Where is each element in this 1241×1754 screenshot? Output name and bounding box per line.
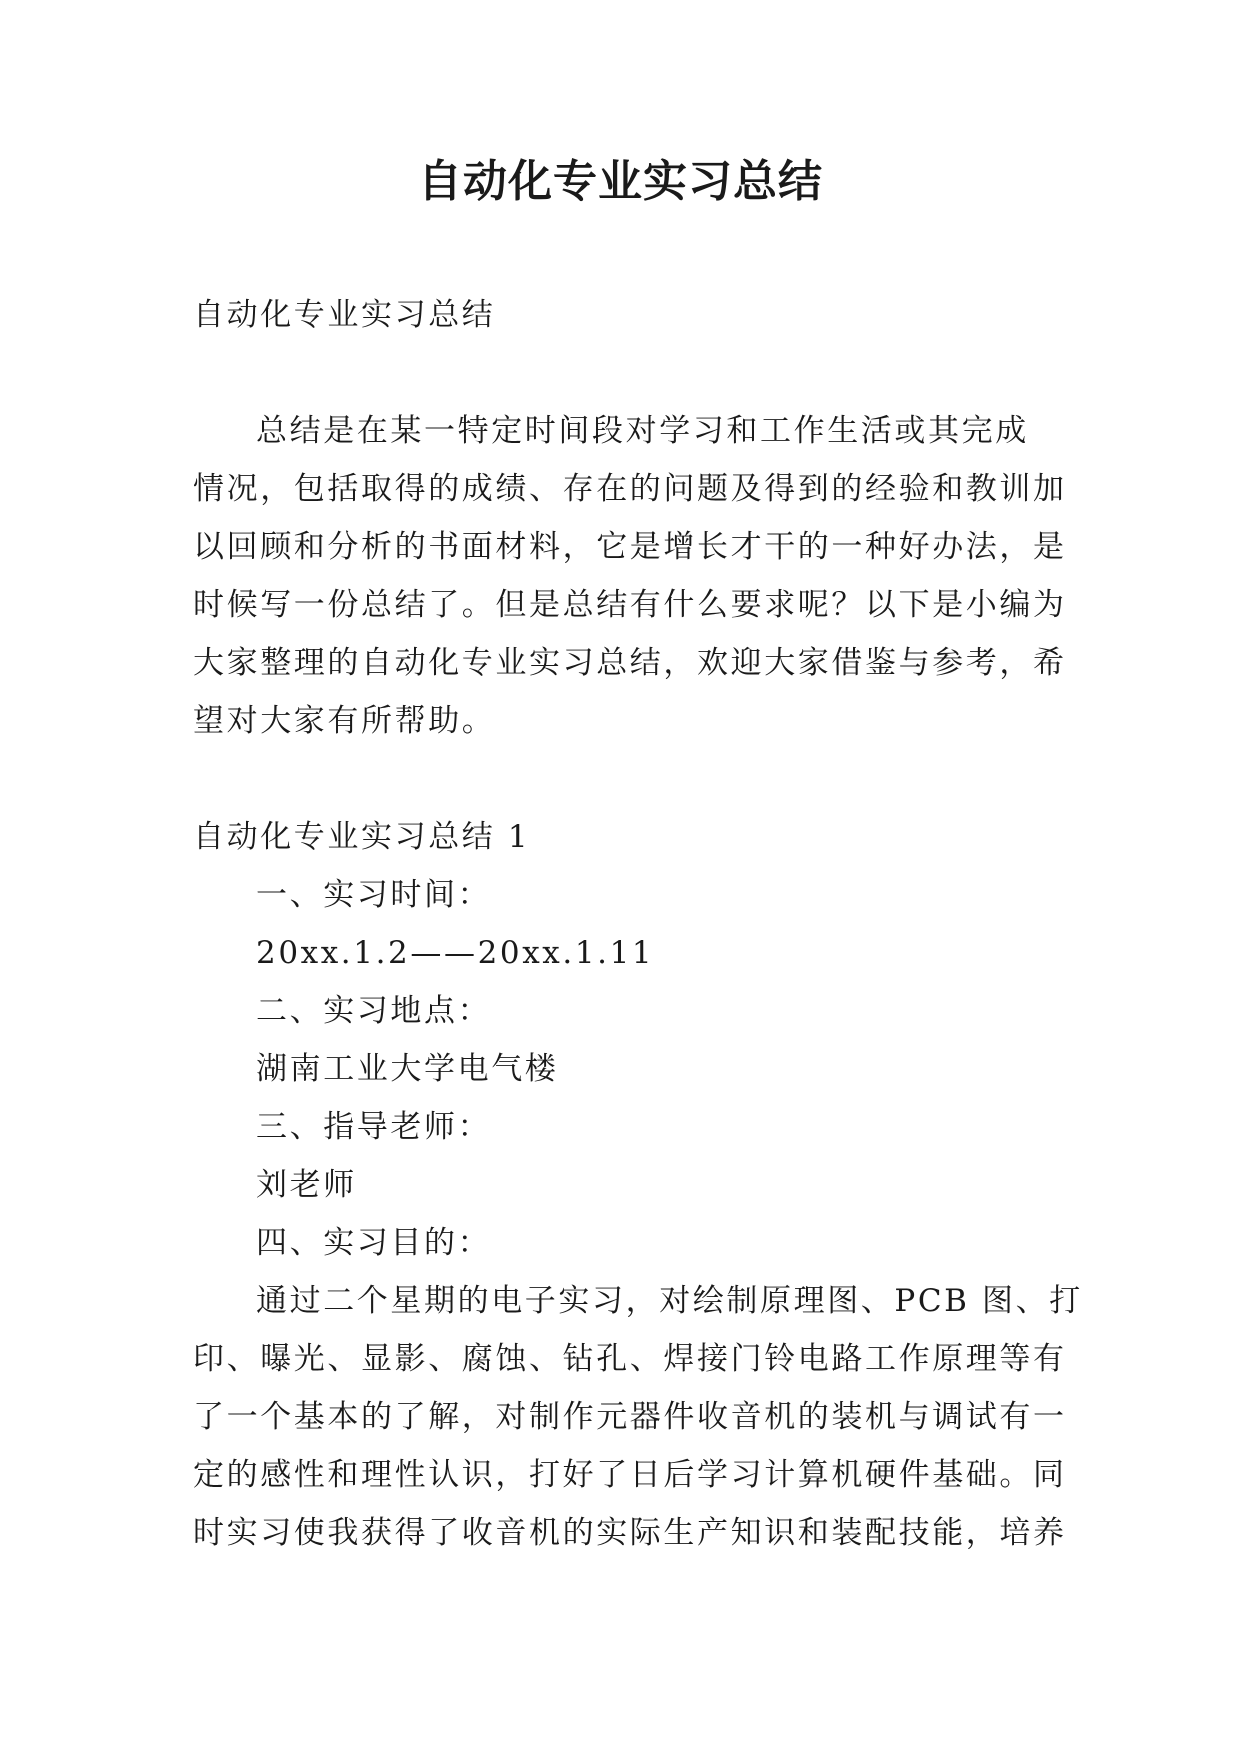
time-value: 20xx.1.2——20xx.1.11 (256, 935, 655, 971)
purpose-label: 四、实习目的： (256, 1225, 492, 1261)
document-title: 自动化专业实习总结 (418, 156, 823, 207)
place-value: 湖南工业大学电气楼 (256, 1051, 559, 1087)
place-label: 二、实习地点： (256, 993, 492, 1029)
purpose-line: 时实习使我获得了收音机的实际生产知识和装配技能，培养 (193, 1515, 1067, 1551)
intro-line: 大家整理的自动化专业实习总结，欢迎大家借鉴与参考，希 (193, 645, 1067, 681)
purpose-line: 通过二个星期的电子实习，对绘制原理图、PCB 图、打 (256, 1283, 1083, 1319)
document-subtitle: 自动化专业实习总结 (193, 297, 496, 333)
purpose-line: 定的感性和理性认识，打好了日后学习计算机硬件基础。同 (193, 1457, 1067, 1493)
purpose-line: 了一个基本的了解，对制作元器件收音机的装机与调试有一 (193, 1399, 1067, 1435)
intro-line: 总结是在某一特定时间段对学习和工作生活或其完成 (256, 413, 1029, 449)
purpose-line: 印、曝光、显影、腐蚀、钻孔、焊接门铃电路工作原理等有 (193, 1341, 1067, 1377)
time-label: 一、实习时间： (256, 877, 492, 913)
intro-line: 时候写一份总结了。但是总结有什么要求呢？以下是小编为 (193, 587, 1067, 623)
teacher-value: 刘老师 (256, 1167, 357, 1203)
teacher-label: 三、指导老师： (256, 1109, 492, 1145)
section-heading: 自动化专业实习总结 1 (193, 819, 531, 855)
intro-line: 情况，包括取得的成绩、存在的问题及得到的经验和教训加 (193, 471, 1067, 507)
intro-line: 以回顾和分析的书面材料，它是增长才干的一种好办法，是 (193, 529, 1067, 565)
intro-line: 望对大家有所帮助。 (193, 703, 496, 739)
